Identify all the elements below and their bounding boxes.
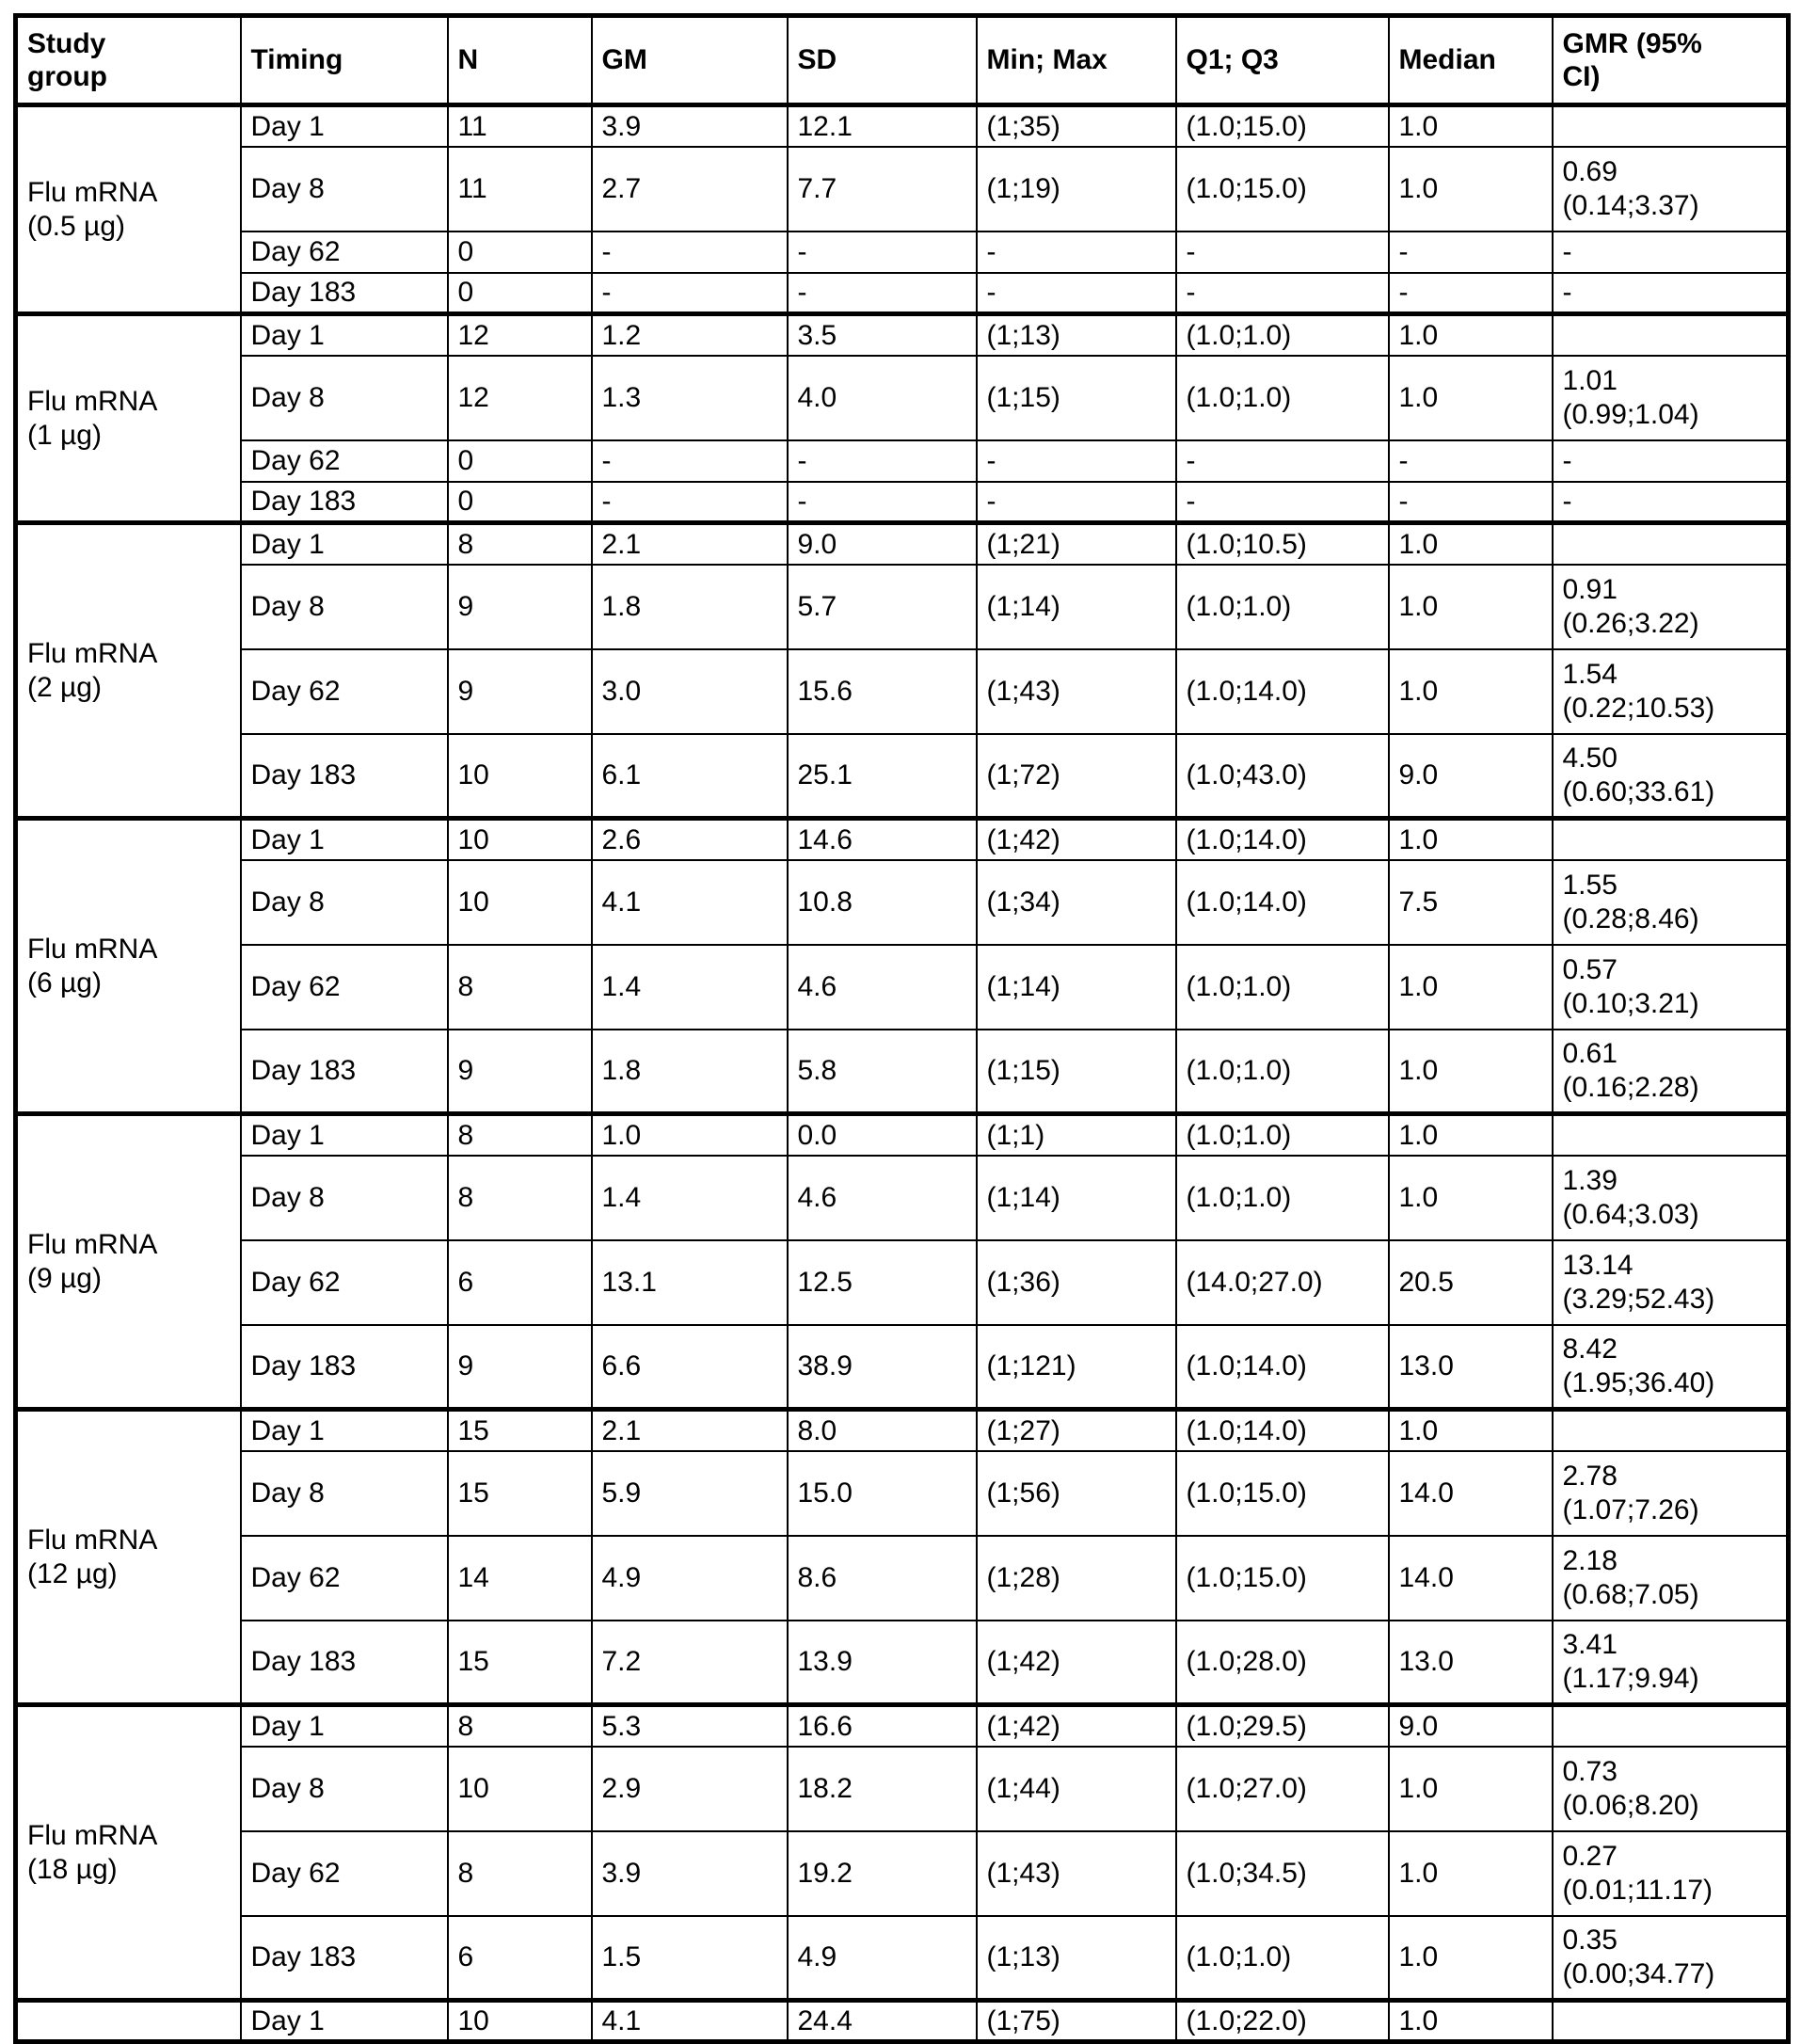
cell-n: 8 bbox=[448, 1705, 592, 1747]
table-row bbox=[16, 523, 1789, 565]
cell-sd: 4.6 bbox=[788, 945, 977, 1030]
cell-gmr: 1.01 (0.99;1.04) bbox=[1553, 356, 1789, 440]
cell-q1-q3: (1.0;15.0) bbox=[1176, 105, 1389, 147]
cell-gmr bbox=[1553, 523, 1789, 565]
table-row bbox=[16, 649, 1789, 734]
cell-q1-q3: (1.0;15.0) bbox=[1176, 1451, 1389, 1536]
cell-gm: 1.8 bbox=[592, 565, 788, 649]
cell-n: 11 bbox=[448, 147, 592, 232]
header-row bbox=[16, 16, 1789, 105]
cell-n: 0 bbox=[448, 273, 592, 314]
cell-q1-q3: (1.0;15.0) bbox=[1176, 1536, 1389, 1621]
cell-q1-q3: - bbox=[1176, 232, 1389, 273]
table-row bbox=[16, 1156, 1789, 1240]
cell-gm: 2.1 bbox=[592, 523, 788, 565]
cell-min-max: (1;28) bbox=[977, 1536, 1176, 1621]
cell-min-max: (1;14) bbox=[977, 1156, 1176, 1240]
cell-median: 14.0 bbox=[1389, 1536, 1553, 1621]
cell-gmr: 2.78 (1.07;7.26) bbox=[1553, 1451, 1789, 1536]
table-row bbox=[16, 1030, 1789, 1114]
cell-gmr: 1.54 (0.22;10.53) bbox=[1553, 649, 1789, 734]
study-group-label: Flu mRNA (0.5 µg) bbox=[16, 105, 241, 314]
cell-n: 6 bbox=[448, 1916, 592, 2001]
cell-sd: 10.8 bbox=[788, 860, 977, 945]
cell-median: 1.0 bbox=[1389, 1410, 1553, 1451]
cell-n: 0 bbox=[448, 232, 592, 273]
cell-timing: Day 1 bbox=[241, 1114, 448, 1156]
cell-min-max: (1;72) bbox=[977, 734, 1176, 819]
cell-q1-q3: - bbox=[1176, 273, 1389, 314]
cell-median: 1.0 bbox=[1389, 147, 1553, 232]
cell-gmr: - bbox=[1553, 273, 1789, 314]
cell-sd: - bbox=[788, 482, 977, 523]
col-header-n: N bbox=[448, 16, 592, 105]
col-header-study-group: Study group bbox=[16, 16, 241, 105]
cell-sd: 8.6 bbox=[788, 1536, 977, 1621]
cell-min-max: (1;14) bbox=[977, 945, 1176, 1030]
cell-min-max: (1;44) bbox=[977, 1747, 1176, 1831]
cell-sd: 5.7 bbox=[788, 565, 977, 649]
cell-gmr bbox=[1553, 1410, 1789, 1451]
cell-sd: - bbox=[788, 232, 977, 273]
cell-timing: Day 1 bbox=[241, 1410, 448, 1451]
cell-q1-q3: (1.0;1.0) bbox=[1176, 1916, 1389, 2001]
cell-gm: 1.2 bbox=[592, 314, 788, 356]
cell-min-max: (1;1) bbox=[977, 1114, 1176, 1156]
cell-timing: Day 1 bbox=[241, 819, 448, 860]
cell-timing: Day 62 bbox=[241, 440, 448, 482]
cell-timing: Day 8 bbox=[241, 565, 448, 649]
cell-gmr: 0.35 (0.00;34.77) bbox=[1553, 1916, 1789, 2001]
cell-timing: Day 62 bbox=[241, 649, 448, 734]
cell-min-max: (1;43) bbox=[977, 649, 1176, 734]
cell-min-max: - bbox=[977, 440, 1176, 482]
cell-timing: Day 62 bbox=[241, 1831, 448, 1916]
cell-q1-q3: (1.0;1.0) bbox=[1176, 356, 1389, 440]
cell-median: 1.0 bbox=[1389, 1747, 1553, 1831]
cell-sd: 24.4 bbox=[788, 2001, 977, 2042]
cell-q1-q3: (1.0;10.5) bbox=[1176, 523, 1389, 565]
cell-gmr: 0.91 (0.26;3.22) bbox=[1553, 565, 1789, 649]
cell-timing: Day 8 bbox=[241, 1747, 448, 1831]
table-row bbox=[16, 1747, 1789, 1831]
table-row bbox=[16, 1240, 1789, 1325]
cell-gmr: - bbox=[1553, 440, 1789, 482]
cell-min-max: (1;15) bbox=[977, 1030, 1176, 1114]
cell-min-max: (1;14) bbox=[977, 565, 1176, 649]
cell-gm: 2.7 bbox=[592, 147, 788, 232]
cell-median: - bbox=[1389, 232, 1553, 273]
cell-gm: 5.9 bbox=[592, 1451, 788, 1536]
cell-sd: 38.9 bbox=[788, 1325, 977, 1410]
cell-q1-q3: (1.0;22.0) bbox=[1176, 2001, 1389, 2042]
cell-median: 1.0 bbox=[1389, 523, 1553, 565]
cell-gmr bbox=[1553, 1114, 1789, 1156]
cell-n: 12 bbox=[448, 314, 592, 356]
cell-gmr: 1.55 (0.28;8.46) bbox=[1553, 860, 1789, 945]
cell-median: - bbox=[1389, 482, 1553, 523]
cell-gmr bbox=[1553, 1705, 1789, 1747]
cell-n: 10 bbox=[448, 819, 592, 860]
cell-gm: 5.3 bbox=[592, 1705, 788, 1747]
cell-timing: Day 183 bbox=[241, 734, 448, 819]
cell-min-max: (1;75) bbox=[977, 2001, 1176, 2042]
cell-sd: 12.1 bbox=[788, 105, 977, 147]
cell-q1-q3: (1.0;14.0) bbox=[1176, 1410, 1389, 1451]
cell-gm: 2.1 bbox=[592, 1410, 788, 1451]
cell-n: 8 bbox=[448, 1831, 592, 1916]
cell-timing: Day 183 bbox=[241, 1621, 448, 1705]
table-row bbox=[16, 273, 1789, 314]
cell-gmr: 4.50 (0.60;33.61) bbox=[1553, 734, 1789, 819]
cell-n: 10 bbox=[448, 1747, 592, 1831]
cell-sd: 12.5 bbox=[788, 1240, 977, 1325]
cell-timing: Day 1 bbox=[241, 2001, 448, 2042]
cell-sd: 16.6 bbox=[788, 1705, 977, 1747]
col-header-q1-q3: Q1; Q3 bbox=[1176, 16, 1389, 105]
cell-q1-q3: (1.0;43.0) bbox=[1176, 734, 1389, 819]
cell-median: 14.0 bbox=[1389, 1451, 1553, 1536]
cell-median: 7.5 bbox=[1389, 860, 1553, 945]
cell-gmr: 0.27 (0.01;11.17) bbox=[1553, 1831, 1789, 1916]
cell-gm: - bbox=[592, 273, 788, 314]
table-row bbox=[16, 482, 1789, 523]
table-row bbox=[16, 945, 1789, 1030]
cell-sd: 14.6 bbox=[788, 819, 977, 860]
cell-min-max: (1;43) bbox=[977, 1831, 1176, 1916]
cell-gmr: 0.69 (0.14;3.37) bbox=[1553, 147, 1789, 232]
table-row bbox=[16, 440, 1789, 482]
cell-n: 11 bbox=[448, 105, 592, 147]
cell-min-max: - bbox=[977, 482, 1176, 523]
cell-timing: Day 183 bbox=[241, 1916, 448, 2001]
cell-gmr bbox=[1553, 819, 1789, 860]
table-row bbox=[16, 1831, 1789, 1916]
cell-timing: Day 183 bbox=[241, 482, 448, 523]
cell-n: 6 bbox=[448, 1240, 592, 1325]
cell-n: 10 bbox=[448, 860, 592, 945]
cell-min-max: (1;19) bbox=[977, 147, 1176, 232]
col-header-timing: Timing bbox=[241, 16, 448, 105]
cell-gm: 6.6 bbox=[592, 1325, 788, 1410]
cell-gm: 1.3 bbox=[592, 356, 788, 440]
cell-min-max: (1;56) bbox=[977, 1451, 1176, 1536]
cell-min-max: (1;13) bbox=[977, 1916, 1176, 2001]
cell-gmr: 2.18 (0.68;7.05) bbox=[1553, 1536, 1789, 1621]
cell-sd: - bbox=[788, 273, 977, 314]
cell-sd: 7.7 bbox=[788, 147, 977, 232]
cell-min-max: (1;42) bbox=[977, 819, 1176, 860]
cell-timing: Day 183 bbox=[241, 273, 448, 314]
cell-min-max: - bbox=[977, 232, 1176, 273]
study-group-label bbox=[16, 2001, 241, 2042]
cell-gmr: 1.39 (0.64;3.03) bbox=[1553, 1156, 1789, 1240]
col-header-min-max: Min; Max bbox=[977, 16, 1176, 105]
cell-q1-q3: (1.0;1.0) bbox=[1176, 314, 1389, 356]
col-header-median: Median bbox=[1389, 16, 1553, 105]
cell-gmr bbox=[1553, 105, 1789, 147]
cell-gmr bbox=[1553, 2001, 1789, 2042]
col-header-gm: GM bbox=[592, 16, 788, 105]
cell-gm: - bbox=[592, 232, 788, 273]
cell-median: 9.0 bbox=[1389, 1705, 1553, 1747]
cell-median: 13.0 bbox=[1389, 1621, 1553, 1705]
cell-timing: Day 62 bbox=[241, 232, 448, 273]
cell-gm: 4.1 bbox=[592, 860, 788, 945]
cell-timing: Day 62 bbox=[241, 1536, 448, 1621]
cell-q1-q3: (1.0;1.0) bbox=[1176, 1030, 1389, 1114]
cell-q1-q3: (1.0;1.0) bbox=[1176, 1156, 1389, 1240]
cell-q1-q3: (1.0;14.0) bbox=[1176, 819, 1389, 860]
cell-gm: 2.9 bbox=[592, 1747, 788, 1831]
cell-q1-q3: (1.0;14.0) bbox=[1176, 860, 1389, 945]
cell-sd: 4.0 bbox=[788, 356, 977, 440]
cell-median: 1.0 bbox=[1389, 565, 1553, 649]
cell-median: 1.0 bbox=[1389, 1831, 1553, 1916]
col-header-gmr-95ci: GMR (95% CI) bbox=[1553, 16, 1789, 105]
table-row bbox=[16, 105, 1789, 147]
cell-sd: 25.1 bbox=[788, 734, 977, 819]
cell-median: 1.0 bbox=[1389, 1114, 1553, 1156]
study-group-label: Flu mRNA (18 µg) bbox=[16, 1705, 241, 2001]
study-group-label: Flu mRNA (6 µg) bbox=[16, 819, 241, 1114]
cell-median: 9.0 bbox=[1389, 734, 1553, 819]
cell-timing: Day 62 bbox=[241, 945, 448, 1030]
cell-gmr: 8.42 (1.95;36.40) bbox=[1553, 1325, 1789, 1410]
cell-sd: 9.0 bbox=[788, 523, 977, 565]
cell-timing: Day 8 bbox=[241, 1451, 448, 1536]
cell-gmr: - bbox=[1553, 482, 1789, 523]
cell-min-max: (1;121) bbox=[977, 1325, 1176, 1410]
cell-q1-q3: - bbox=[1176, 440, 1389, 482]
cell-n: 10 bbox=[448, 734, 592, 819]
cell-gm: - bbox=[592, 482, 788, 523]
cell-sd: 19.2 bbox=[788, 1831, 977, 1916]
cell-timing: Day 8 bbox=[241, 860, 448, 945]
cell-n: 8 bbox=[448, 523, 592, 565]
cell-q1-q3: (14.0;27.0) bbox=[1176, 1240, 1389, 1325]
cell-min-max: (1;42) bbox=[977, 1621, 1176, 1705]
cell-gm: 1.4 bbox=[592, 945, 788, 1030]
cell-min-max: (1;42) bbox=[977, 1705, 1176, 1747]
study-group-label: Flu mRNA (12 µg) bbox=[16, 1410, 241, 1705]
cell-sd: 4.9 bbox=[788, 1916, 977, 2001]
cell-min-max: (1;13) bbox=[977, 314, 1176, 356]
cell-q1-q3: (1.0;34.5) bbox=[1176, 1831, 1389, 1916]
table-row bbox=[16, 1451, 1789, 1536]
cell-timing: Day 62 bbox=[241, 1240, 448, 1325]
table-row bbox=[16, 314, 1789, 356]
cell-q1-q3: (1.0;1.0) bbox=[1176, 1114, 1389, 1156]
cell-gm: 1.8 bbox=[592, 1030, 788, 1114]
cell-timing: Day 1 bbox=[241, 523, 448, 565]
cell-min-max: (1;27) bbox=[977, 1410, 1176, 1451]
cell-median: 1.0 bbox=[1389, 819, 1553, 860]
table-row bbox=[16, 1410, 1789, 1451]
cell-n: 0 bbox=[448, 482, 592, 523]
cell-n: 15 bbox=[448, 1621, 592, 1705]
col-header-sd: SD bbox=[788, 16, 977, 105]
cell-n: 8 bbox=[448, 1156, 592, 1240]
cell-n: 8 bbox=[448, 1114, 592, 1156]
cell-gm: 6.1 bbox=[592, 734, 788, 819]
cell-min-max: (1;35) bbox=[977, 105, 1176, 147]
cell-n: 8 bbox=[448, 945, 592, 1030]
cell-gmr: - bbox=[1553, 232, 1789, 273]
cell-q1-q3: (1.0;15.0) bbox=[1176, 147, 1389, 232]
table-row bbox=[16, 860, 1789, 945]
cell-min-max: (1;36) bbox=[977, 1240, 1176, 1325]
cell-median: 1.0 bbox=[1389, 1916, 1553, 2001]
table-row bbox=[16, 1325, 1789, 1410]
cell-gmr: 0.57 (0.10;3.21) bbox=[1553, 945, 1789, 1030]
cell-timing: Day 183 bbox=[241, 1325, 448, 1410]
study-results-table bbox=[13, 13, 1791, 2044]
cell-n: 10 bbox=[448, 2001, 592, 2042]
cell-median: 1.0 bbox=[1389, 105, 1553, 147]
cell-median: - bbox=[1389, 273, 1553, 314]
cell-q1-q3: (1.0;29.5) bbox=[1176, 1705, 1389, 1747]
cell-min-max: - bbox=[977, 273, 1176, 314]
study-group-label: Flu mRNA (9 µg) bbox=[16, 1114, 241, 1410]
cell-median: 1.0 bbox=[1389, 945, 1553, 1030]
table-row bbox=[16, 819, 1789, 860]
cell-gm: 2.6 bbox=[592, 819, 788, 860]
table-row bbox=[16, 2001, 1789, 2042]
table-row bbox=[16, 1916, 1789, 2001]
cell-min-max: (1;21) bbox=[977, 523, 1176, 565]
cell-n: 15 bbox=[448, 1410, 592, 1451]
cell-median: 20.5 bbox=[1389, 1240, 1553, 1325]
cell-median: 1.0 bbox=[1389, 1156, 1553, 1240]
cell-gmr bbox=[1553, 314, 1789, 356]
cell-timing: Day 8 bbox=[241, 147, 448, 232]
table-row bbox=[16, 1621, 1789, 1705]
table-row bbox=[16, 356, 1789, 440]
study-group-label: Flu mRNA (2 µg) bbox=[16, 523, 241, 819]
cell-sd: 15.0 bbox=[788, 1451, 977, 1536]
cell-min-max: (1;15) bbox=[977, 356, 1176, 440]
table-row bbox=[16, 232, 1789, 273]
cell-n: 15 bbox=[448, 1451, 592, 1536]
cell-q1-q3: (1.0;27.0) bbox=[1176, 1747, 1389, 1831]
cell-q1-q3: (1.0;28.0) bbox=[1176, 1621, 1389, 1705]
cell-sd: 5.8 bbox=[788, 1030, 977, 1114]
cell-timing: Day 1 bbox=[241, 105, 448, 147]
cell-q1-q3: (1.0;14.0) bbox=[1176, 649, 1389, 734]
cell-gm: 3.9 bbox=[592, 1831, 788, 1916]
cell-gm: 4.9 bbox=[592, 1536, 788, 1621]
cell-n: 14 bbox=[448, 1536, 592, 1621]
cell-gm: 3.0 bbox=[592, 649, 788, 734]
cell-sd: - bbox=[788, 440, 977, 482]
cell-gm: 1.4 bbox=[592, 1156, 788, 1240]
table-body bbox=[16, 105, 1789, 2042]
cell-median: 1.0 bbox=[1389, 649, 1553, 734]
cell-timing: Day 1 bbox=[241, 1705, 448, 1747]
cell-timing: Day 8 bbox=[241, 1156, 448, 1240]
table-row bbox=[16, 734, 1789, 819]
table-row bbox=[16, 1705, 1789, 1747]
cell-median: 1.0 bbox=[1389, 1030, 1553, 1114]
cell-timing: Day 8 bbox=[241, 356, 448, 440]
table-row bbox=[16, 147, 1789, 232]
cell-gm: - bbox=[592, 440, 788, 482]
cell-n: 9 bbox=[448, 1325, 592, 1410]
table-row bbox=[16, 1114, 1789, 1156]
cell-sd: 0.0 bbox=[788, 1114, 977, 1156]
cell-q1-q3: - bbox=[1176, 482, 1389, 523]
cell-gmr: 0.61 (0.16;2.28) bbox=[1553, 1030, 1789, 1114]
table-row bbox=[16, 1536, 1789, 1621]
cell-q1-q3: (1.0;1.0) bbox=[1176, 565, 1389, 649]
cell-n: 12 bbox=[448, 356, 592, 440]
cell-sd: 18.2 bbox=[788, 1747, 977, 1831]
cell-gmr: 0.73 (0.06;8.20) bbox=[1553, 1747, 1789, 1831]
cell-gm: 4.1 bbox=[592, 2001, 788, 2042]
cell-gm: 7.2 bbox=[592, 1621, 788, 1705]
cell-min-max: (1;34) bbox=[977, 860, 1176, 945]
cell-timing: Day 1 bbox=[241, 314, 448, 356]
cell-gm: 1.5 bbox=[592, 1916, 788, 2001]
cell-gmr: 3.41 (1.17;9.94) bbox=[1553, 1621, 1789, 1705]
table-row bbox=[16, 565, 1789, 649]
cell-timing: Day 183 bbox=[241, 1030, 448, 1114]
cell-sd: 8.0 bbox=[788, 1410, 977, 1451]
cell-sd: 3.5 bbox=[788, 314, 977, 356]
cell-n: 9 bbox=[448, 565, 592, 649]
cell-median: 13.0 bbox=[1389, 1325, 1553, 1410]
cell-gm: 3.9 bbox=[592, 105, 788, 147]
cell-n: 0 bbox=[448, 440, 592, 482]
cell-median: - bbox=[1389, 440, 1553, 482]
cell-q1-q3: (1.0;1.0) bbox=[1176, 945, 1389, 1030]
cell-gmr: 13.14 (3.29;52.43) bbox=[1553, 1240, 1789, 1325]
cell-n: 9 bbox=[448, 649, 592, 734]
cell-median: 1.0 bbox=[1389, 2001, 1553, 2042]
cell-gm: 13.1 bbox=[592, 1240, 788, 1325]
cell-q1-q3: (1.0;14.0) bbox=[1176, 1325, 1389, 1410]
cell-median: 1.0 bbox=[1389, 356, 1553, 440]
cell-median: 1.0 bbox=[1389, 314, 1553, 356]
cell-sd: 13.9 bbox=[788, 1621, 977, 1705]
cell-n: 9 bbox=[448, 1030, 592, 1114]
study-group-label: Flu mRNA (1 µg) bbox=[16, 314, 241, 523]
cell-sd: 4.6 bbox=[788, 1156, 977, 1240]
cell-gm: 1.0 bbox=[592, 1114, 788, 1156]
cell-sd: 15.6 bbox=[788, 649, 977, 734]
